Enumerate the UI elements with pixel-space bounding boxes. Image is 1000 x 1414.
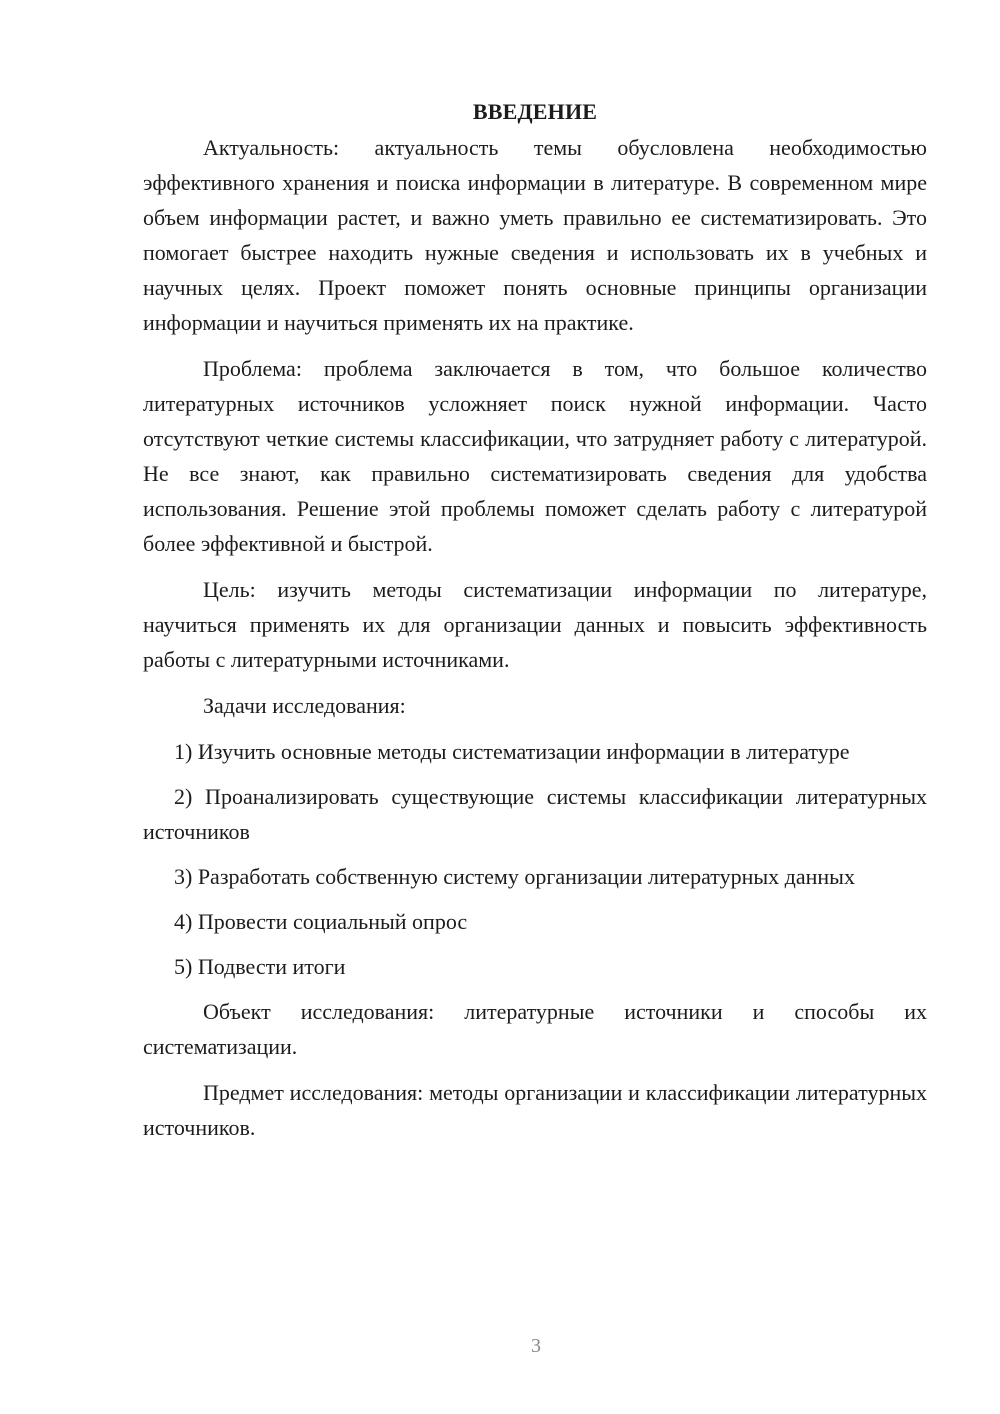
paragraph-relevance: Актуальность: актуальность темы обусловлена необходимостью эффективного хранения и поиска информации в литературе. В современном мире объем информации растет, и важно уметь правильно ее систематизировать. Это помогает быстрее находить нужные сведения и использовать их в учебных и научных целях. Проект поможет понять основные принципы организации информации и научиться применять их на практике. xyxy=(143,135,927,335)
paragraph-subject: Предмет исследования: методы организации и классификации литературных источников. xyxy=(143,1080,927,1140)
page-number: 3 xyxy=(531,1335,541,1357)
page-content xyxy=(143,94,927,1156)
paragraph-problem: Проблема: проблема заключается в том, что большое количество литературных источников усложняет поиск нужной информации. Часто отсутствуют четкие системы классификации, что затрудняет работу с литературой. Не все знают, как правильно систематизировать сведения для удобства использования. Решение этой проблемы поможет сделать работу с литературой более эффективной и быстрой. xyxy=(143,356,927,556)
paragraph-object: Объект исследования: литературные источники и способы их систематизации. xyxy=(143,999,927,1059)
list-item: 1) Изучить основные методы систематизации информации в литературе xyxy=(174,739,850,764)
page-title: ВВЕДЕНИЕ xyxy=(472,99,598,124)
list-item: 4) Провести социальный опрос xyxy=(174,909,468,934)
tasks-list xyxy=(143,734,927,984)
list-item: 3) Разработать собственную систему организации литературных данных xyxy=(174,864,855,889)
list-item: 2) Проанализировать существующие системы классификации литературных источников xyxy=(143,784,927,844)
tasks-title: Задачи исследования: xyxy=(203,693,406,718)
list-item: 5) Подвести итоги xyxy=(174,954,346,979)
paragraph-goal: Цель: изучить методы систематизации информации по литературе, научиться применять их для организации данных и повысить эффективность работы с литературными источниками. xyxy=(143,577,927,672)
